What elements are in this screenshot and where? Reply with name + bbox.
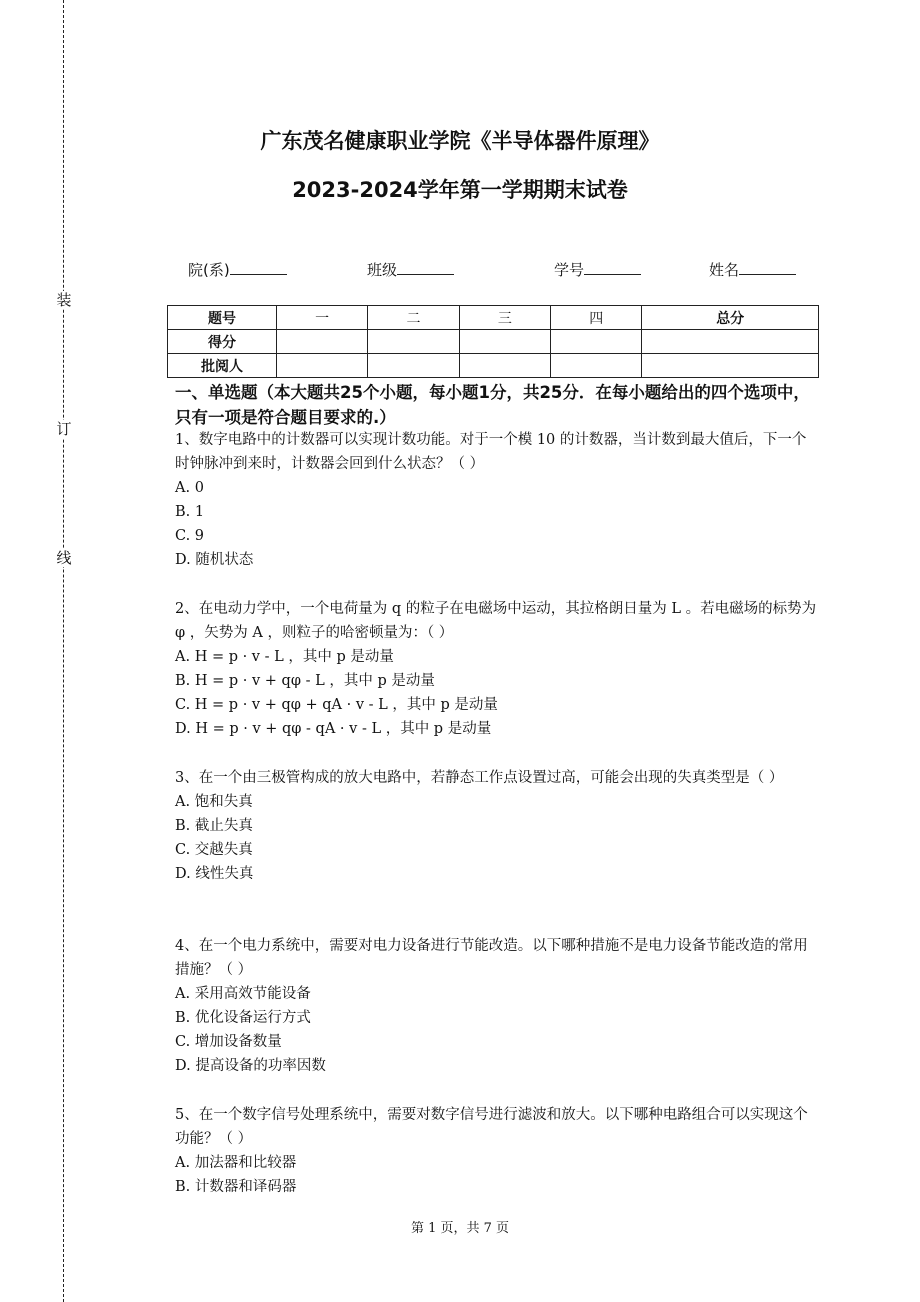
option[interactable]: A. 0 <box>175 480 204 496</box>
option[interactable]: B. H = p · v + qφ - L ，其中 p 是动量 <box>175 673 435 689</box>
department-blank[interactable] <box>230 260 287 275</box>
option[interactable]: C. 9 <box>175 528 205 544</box>
student-id-field[interactable] <box>554 259 641 280</box>
score-cell[interactable] <box>551 330 642 354</box>
score-header-cell: 题号 <box>168 306 277 330</box>
question-stem: 2、在电动力学中，一个电荷量为 q 的粒子在电磁场中运动，其拉格朗日量为 L 。若电磁场的标势为 φ ，矢势为 A ，则粒子的哈密顿量为：（ ） <box>175 601 817 641</box>
question-stem: 3、在一个由三极管构成的放大电路中，若静态工作点设置过高，可能会出现的失真类型是（ ） <box>175 770 784 786</box>
score-cell[interactable] <box>642 330 819 354</box>
question-stem: 5、在一个数字信号处理系统中，需要对数字信号进行滤波和放大。以下哪种电路组合可以实现这个功能？（ ） <box>175 1107 808 1147</box>
score-cell[interactable] <box>277 354 368 378</box>
section-heading: 一、单选题（本大题共25个小题，每小题1分，共25分．在每小题给出的四个选项中，只有一项是符合题目要求的.） <box>175 383 810 427</box>
option[interactable]: B. 截止失真 <box>175 818 253 834</box>
score-row-label: 得分 <box>168 330 277 354</box>
option[interactable]: B. 优化设备运行方式 <box>175 1010 311 1026</box>
option[interactable]: A. 加法器和比较器 <box>175 1155 297 1171</box>
option[interactable]: D. H = p · v + qφ - qA · v - L ，其中 p 是动量 <box>175 721 492 737</box>
score-table <box>167 305 819 378</box>
department-field[interactable] <box>188 259 287 280</box>
question-1 <box>175 428 820 572</box>
score-table-row <box>168 354 819 378</box>
option[interactable]: C. 交越失真 <box>175 842 253 858</box>
score-cell[interactable] <box>459 354 550 378</box>
binding-char-zhuang: 装 <box>56 291 72 309</box>
score-cell[interactable] <box>642 354 819 378</box>
score-table-row <box>168 330 819 354</box>
binding-char-ding: 订 <box>56 420 72 438</box>
class-label: 班级 <box>367 261 398 279</box>
question-2 <box>175 597 820 741</box>
question-stem: 4、在一个电力系统中，需要对电力设备进行节能改造。以下哪种措施不是电力设备节能改造的常用措施？（ ） <box>175 938 808 978</box>
question-stem: 1、数字电路中的计数器可以实现计数功能。对于一个模 10 的计数器，当计数到最大值后，下一个时钟脉冲到来时，计数器会回到什么状态？（ ） <box>175 432 807 472</box>
question-4 <box>175 934 820 1078</box>
student-id-label: 学号 <box>554 261 585 279</box>
class-field[interactable] <box>367 259 454 280</box>
department-label: 院(系) <box>188 261 230 279</box>
question-5 <box>175 1103 820 1199</box>
score-header-cell: 一 <box>277 306 368 330</box>
exam-title-line2: 2023-2024学年第一学期期末试卷 <box>292 178 628 202</box>
exam-title-line1: 广东茂名健康职业学院《半导体器件原理》 <box>260 129 660 153</box>
option[interactable]: D. 随机状态 <box>175 552 254 568</box>
option[interactable]: C. H = p · v + qφ + qA · v - L ，其中 p 是动量 <box>175 697 498 713</box>
name-label: 姓名 <box>709 261 740 279</box>
score-table-header-row <box>168 306 819 330</box>
score-header-cell: 三 <box>459 306 550 330</box>
page-number: 第 1 页，共 7 页 <box>410 1221 510 1236</box>
name-blank[interactable] <box>739 260 796 275</box>
score-header-cell: 四 <box>551 306 642 330</box>
option[interactable]: D. 线性失真 <box>175 866 254 882</box>
class-blank[interactable] <box>397 260 454 275</box>
student-id-blank[interactable] <box>584 260 641 275</box>
student-info-row <box>188 259 808 281</box>
option[interactable]: A. H = p · v - L ，其中 p 是动量 <box>175 649 394 665</box>
binding-char-xian: 线 <box>56 549 72 567</box>
score-cell[interactable] <box>277 330 368 354</box>
option[interactable]: B. 计数器和译码器 <box>175 1179 297 1195</box>
option[interactable]: D. 提高设备的功率因数 <box>175 1058 326 1074</box>
name-field[interactable] <box>709 259 796 280</box>
score-cell[interactable] <box>368 330 459 354</box>
option[interactable]: A. 采用高效节能设备 <box>175 986 311 1002</box>
score-cell[interactable] <box>368 354 459 378</box>
option[interactable]: C. 增加设备数量 <box>175 1034 282 1050</box>
question-3 <box>175 766 820 886</box>
score-cell[interactable] <box>551 354 642 378</box>
score-header-cell: 二 <box>368 306 459 330</box>
score-cell[interactable] <box>459 330 550 354</box>
option[interactable]: A. 饱和失真 <box>175 794 253 810</box>
score-header-cell: 总分 <box>642 306 819 330</box>
score-row-label: 批阅人 <box>168 354 277 378</box>
option[interactable]: B. 1 <box>175 504 205 520</box>
